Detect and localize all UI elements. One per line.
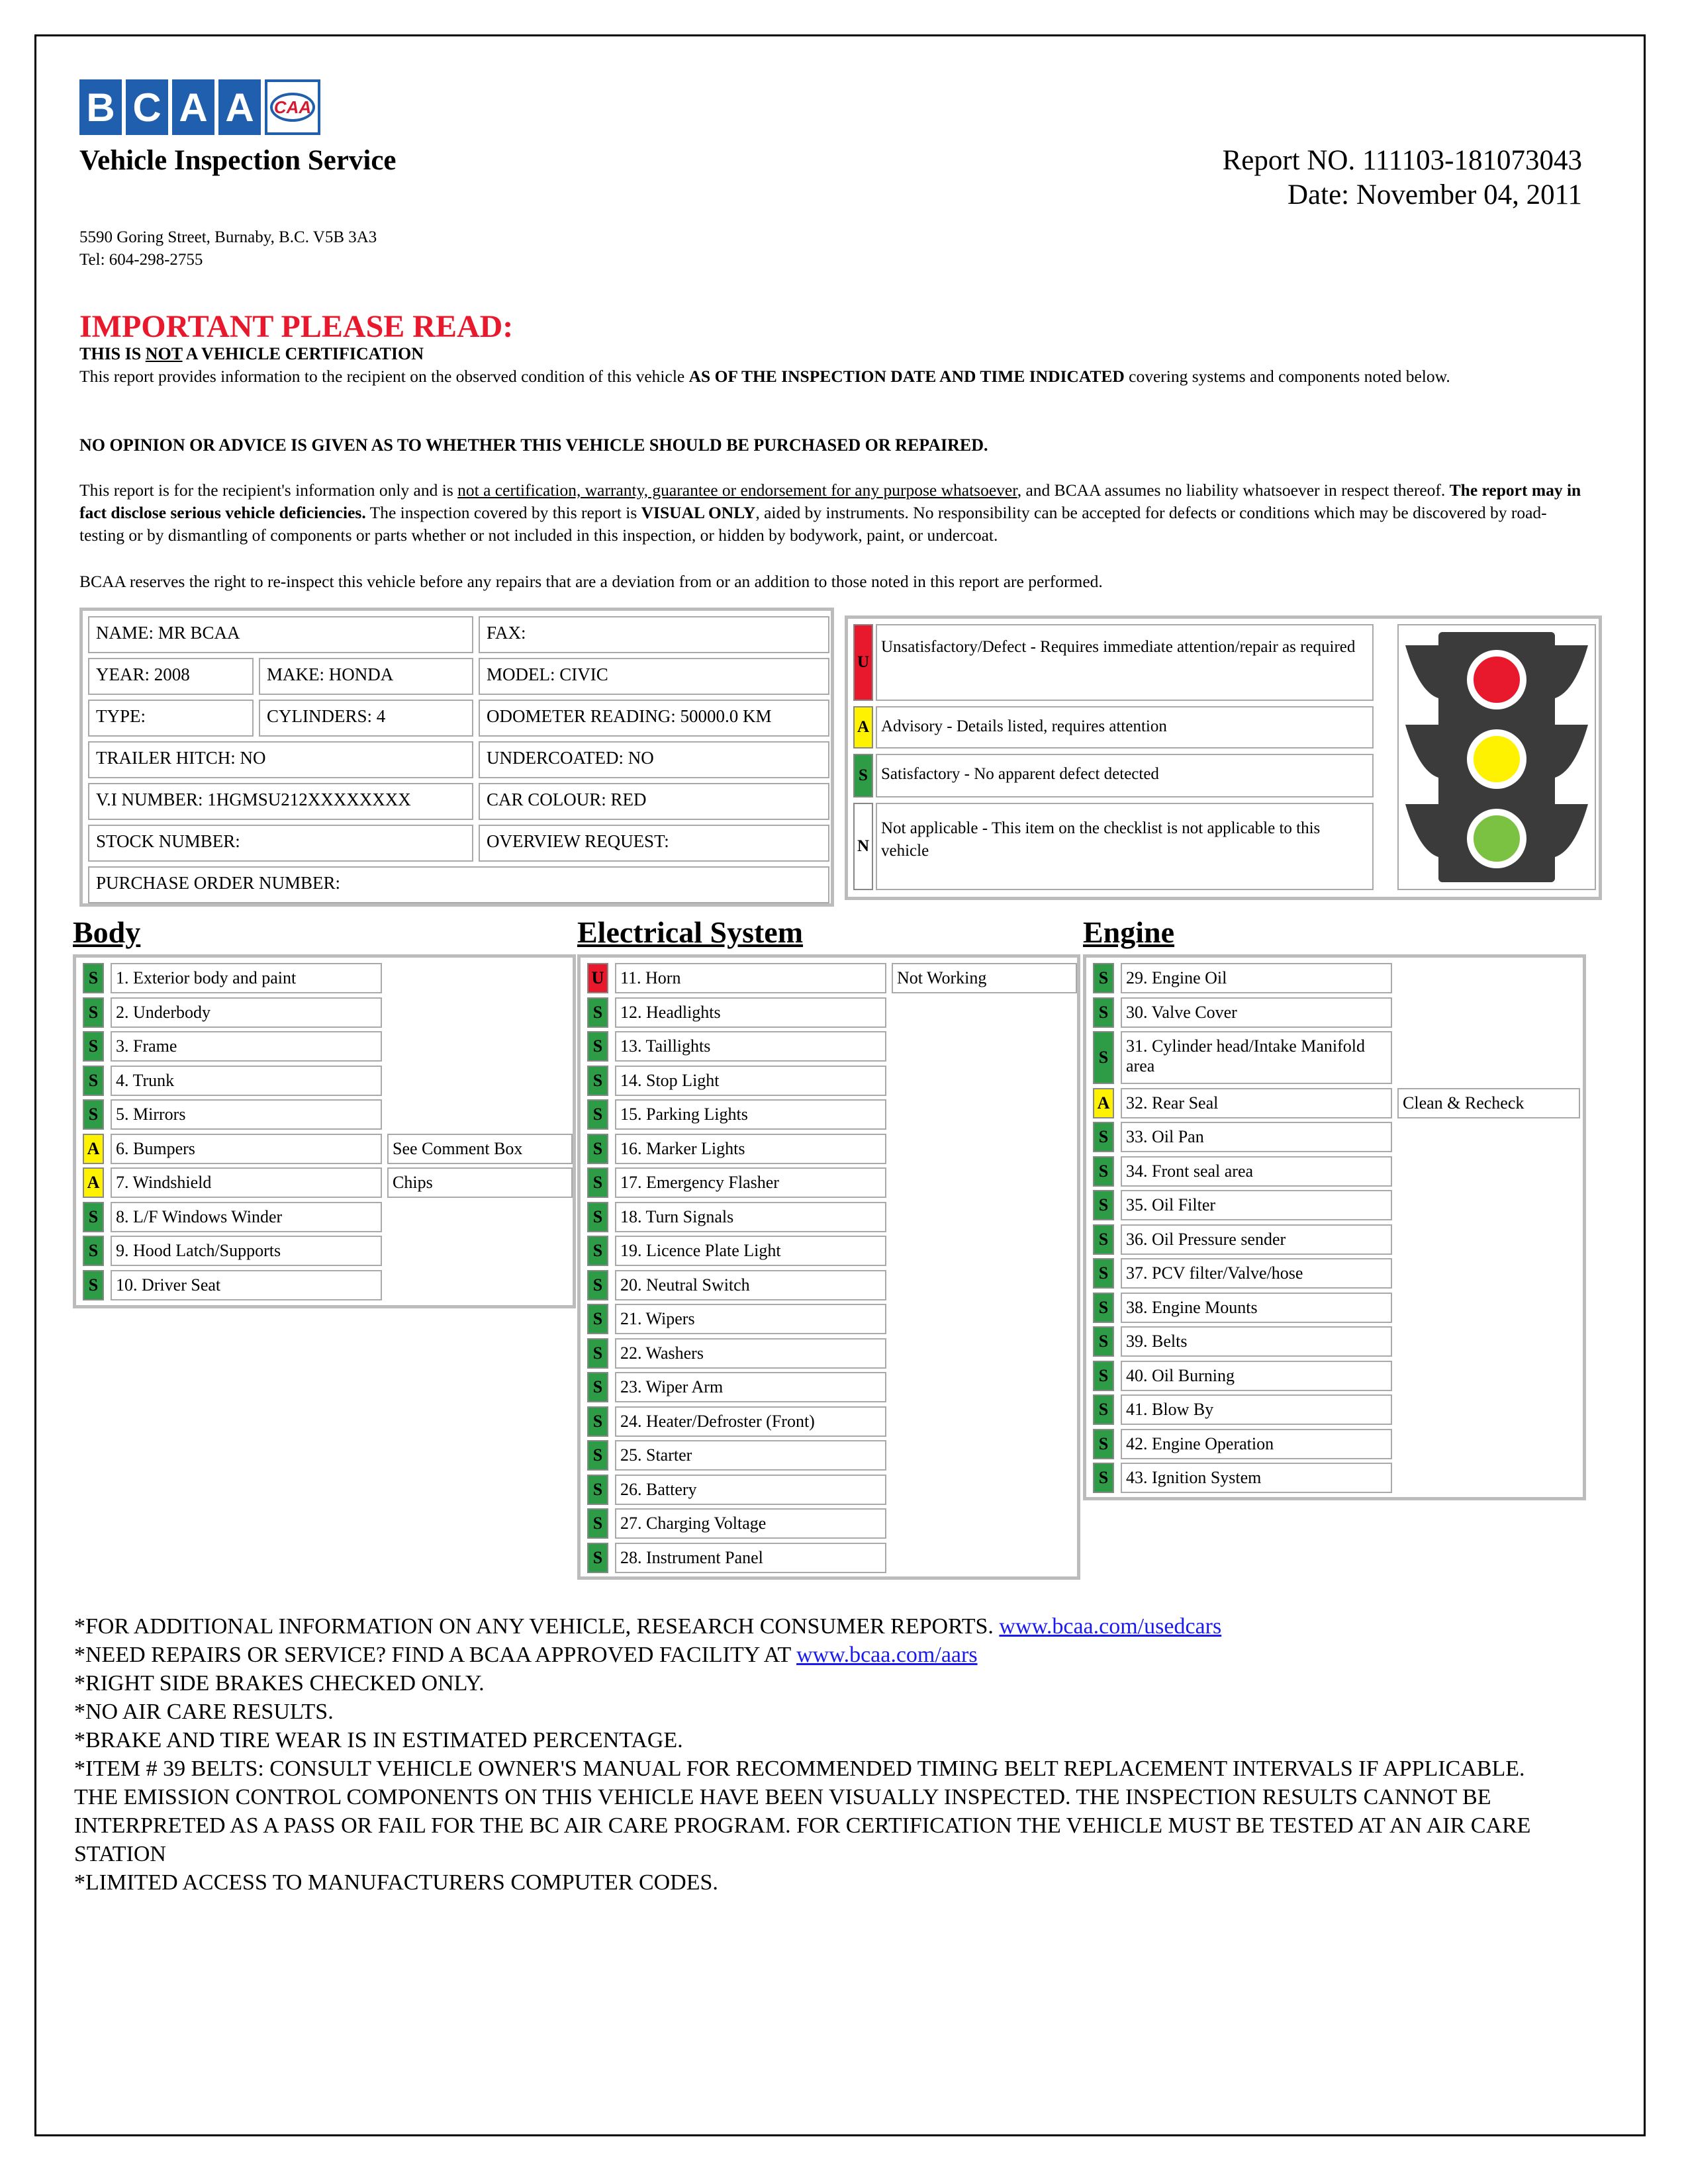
not-cert-not: NOT <box>145 344 183 363</box>
status-badge: S <box>1093 1258 1114 1289</box>
note-consumer-reports <box>74 1612 1597 1641</box>
status-badge: S <box>83 1236 104 1266</box>
note-computer-codes: *LIMITED ACCESS TO MANUFACTURERS COMPUTER CODES. <box>74 1870 718 1895</box>
status-badge: S <box>587 1338 608 1369</box>
traffic-light-icon <box>1399 625 1595 889</box>
checklist-row <box>587 1304 1070 1334</box>
checklist-item-label: 26. Battery <box>615 1475 886 1505</box>
usedcars-link[interactable]: www.bcaa.com/usedcars <box>999 1614 1222 1639</box>
checklist-item-label: 39. Belts <box>1121 1326 1392 1357</box>
status-badge: S <box>587 1236 608 1266</box>
checklist-item-label: 32. Rear Seal <box>1121 1088 1392 1118</box>
checklist-item-label: 20. Neutral Switch <box>615 1270 886 1300</box>
checklist-row <box>1093 1122 1576 1152</box>
status-badge: S <box>1093 1224 1114 1255</box>
checklist-item-label: 5. Mirrors <box>111 1099 382 1130</box>
checklist-row <box>1093 1156 1576 1187</box>
checklist-item-label: 29. Engine Oil <box>1121 963 1392 993</box>
checklist-item-label: 9. Hood Latch/Supports <box>111 1236 382 1266</box>
status-badge: S <box>587 1167 608 1198</box>
checklist-item-label: 17. Emergency Flasher <box>615 1167 886 1198</box>
status-badge: S <box>1093 1361 1114 1391</box>
not-certification <box>79 344 424 364</box>
service-title: Vehicle Inspection Service <box>79 145 397 176</box>
checklist-row <box>1093 1463 1576 1493</box>
checklist-item-label: 14. Stop Light <box>615 1066 886 1096</box>
checklist-row <box>1093 963 1576 993</box>
p1-bold: AS OF THE INSPECTION DATE AND TIME INDICATED <box>688 367 1125 386</box>
checklist-row <box>83 1202 566 1232</box>
footer-notes <box>74 1612 1597 1897</box>
checklist-item-label: 23. Wiper Arm <box>615 1372 886 1402</box>
traffic-light-panel <box>1397 624 1596 890</box>
checklist-row <box>587 1475 1070 1505</box>
legend-text-s: Satisfactory - No apparent defect detected <box>876 754 1374 797</box>
status-badge: S <box>1093 1122 1114 1152</box>
status-badge: S <box>1093 1156 1114 1187</box>
p3-text-2: , and BCAA assumes no liability whatsoever in respect thereof. <box>1017 480 1450 500</box>
checklist-item-label: 4. Trunk <box>111 1066 382 1096</box>
checklist-item-label: 19. Licence Plate Light <box>615 1236 886 1266</box>
note-repairs <box>74 1641 1597 1669</box>
note-text: *NEED REPAIRS OR SERVICE? FIND A BCAA APPROVED FACILITY AT <box>74 1643 797 1667</box>
checklist-row <box>83 1270 566 1300</box>
checklist-row <box>1093 1394 1576 1425</box>
p1-text-end: covering systems and components noted below. <box>1124 367 1450 386</box>
checklist-row <box>1093 1326 1576 1357</box>
checklist-item-label: 43. Ignition System <box>1121 1463 1392 1493</box>
not-cert-pre: THIS IS <box>79 344 146 363</box>
checklist-row <box>587 1236 1070 1266</box>
checklist-row <box>587 1031 1070 1062</box>
checklist-item-label: 11. Horn <box>615 963 886 993</box>
notice-paragraph-3 <box>79 479 1582 547</box>
checklist-row <box>587 1406 1070 1437</box>
stock-number-cell: STOCK NUMBER: <box>88 825 473 862</box>
p3-bold: The report may in fact disclose serious vehicle deficiencies. <box>79 480 1581 522</box>
checklist-row <box>1093 1031 1576 1084</box>
checklist-row <box>1093 1258 1576 1289</box>
checklist-row <box>1093 1361 1576 1391</box>
legend-text-u: Unsatisfactory/Defect - Requires immediate attention/repair as required <box>876 624 1374 701</box>
checklist-row <box>1093 1190 1576 1220</box>
name-cell: NAME: MR BCAA <box>88 616 473 653</box>
status-badge: S <box>83 963 104 993</box>
make-cell: MAKE: HONDA <box>259 658 473 695</box>
checklist-item-label: 13. Taillights <box>615 1031 886 1062</box>
p3-underlined: not a certification, warranty, guarantee or endorsement for any purpose whatsoever <box>457 480 1017 500</box>
checklist-row <box>1093 1429 1576 1459</box>
checklist-item-label: 27. Charging Voltage <box>615 1508 886 1539</box>
status-badge: S <box>587 1066 608 1096</box>
checklist-row <box>587 963 1070 993</box>
status-badge: S <box>587 1270 608 1300</box>
odometer-cell: ODOMETER READING: 50000.0 KM <box>479 700 829 737</box>
status-badge: S <box>1093 1326 1114 1357</box>
status-badge: S <box>587 1508 608 1539</box>
status-badge: S <box>587 1372 608 1402</box>
status-badge: S <box>83 997 104 1028</box>
checklist-row <box>587 1543 1070 1573</box>
checklist-row <box>587 1134 1070 1164</box>
status-badge: A <box>83 1134 104 1164</box>
checklist-item-label: 6. Bumpers <box>111 1134 382 1164</box>
important-title: IMPORTANT PLEASE READ: <box>79 309 514 344</box>
status-badge: S <box>1093 997 1114 1028</box>
status-badge: S <box>83 1202 104 1232</box>
legend-text-a: Advisory - Details listed, requires attention <box>876 706 1374 749</box>
checklist-row <box>587 1202 1070 1232</box>
year-cell: YEAR: 2008 <box>88 658 254 695</box>
checklist-row <box>587 1066 1070 1096</box>
checklist-item-label: 34. Front seal area <box>1121 1156 1392 1187</box>
checklist-item-label: 15. Parking Lights <box>615 1099 886 1130</box>
section-title-electrical: Electrical System <box>577 915 804 949</box>
checklist-row <box>1093 1224 1576 1255</box>
checklist-item-label: 24. Heater/Defroster (Front) <box>615 1406 886 1437</box>
yellow-light <box>1470 733 1523 786</box>
checklist-row <box>587 1270 1070 1300</box>
checklist-item-label: 21. Wipers <box>615 1304 886 1334</box>
checklist-item-comment: Chips <box>387 1167 573 1198</box>
note-air-care: *NO AIR CARE RESULTS. <box>74 1700 334 1724</box>
checklist-row <box>83 997 566 1028</box>
checklist-item-comment: See Comment Box <box>387 1134 573 1164</box>
section-title-engine: Engine <box>1083 915 1175 949</box>
caa-oval: CAA <box>270 93 315 122</box>
checklist-item-label: 16. Marker Lights <box>615 1134 886 1164</box>
status-badge: S <box>83 1099 104 1130</box>
undercoated-cell: UNDERCOATED: NO <box>479 741 829 778</box>
address-block <box>79 226 377 271</box>
not-cert-post: A VEHICLE CERTIFICATION <box>182 344 424 363</box>
checklist-row <box>83 1031 566 1062</box>
checklist-item-label: 8. L/F Windows Winder <box>111 1202 382 1232</box>
report-date: Date: November 04, 2011 <box>1287 179 1582 210</box>
logo-letter: A <box>218 79 261 135</box>
checklist-row <box>83 1099 566 1130</box>
legend-badge-s: S <box>853 754 873 797</box>
electrical-checklist <box>577 954 1080 1580</box>
status-badge: S <box>83 1031 104 1062</box>
report-number: Report NO. 111103-181073043 <box>1222 145 1582 176</box>
checklist-item-label: 31. Cylinder head/Intake Manifold area <box>1121 1031 1392 1084</box>
p3-text-3: The inspection covered by this report is <box>365 503 641 522</box>
status-badge: S <box>587 1031 608 1062</box>
legend-text-n: Not applicable - This item on the checklist is not applicable to this vehicle <box>876 803 1374 890</box>
fax-cell: FAX: <box>479 616 829 653</box>
engine-checklist <box>1083 954 1586 1500</box>
body-checklist <box>73 954 576 1308</box>
checklist-row <box>83 1134 566 1164</box>
checklist-row <box>587 1338 1070 1369</box>
vin-cell: V.I NUMBER: 1HGMSU212XXXXXXXX <box>88 783 473 820</box>
checklist-row <box>1093 1088 1576 1118</box>
section-title-body: Body <box>73 915 141 949</box>
status-badge: S <box>587 1134 608 1164</box>
status-badge: S <box>587 1440 608 1471</box>
cylinders-cell: CYLINDERS: 4 <box>259 700 473 737</box>
note-wear: *BRAKE AND TIRE WEAR IS IN ESTIMATED PERCENTAGE. <box>74 1728 683 1752</box>
checklist-item-label: 40. Oil Burning <box>1121 1361 1392 1391</box>
status-badge: S <box>83 1066 104 1096</box>
checklist-item-label: 33. Oil Pan <box>1121 1122 1392 1152</box>
checklist-item-label: 12. Headlights <box>615 997 886 1028</box>
status-badge: S <box>1093 1429 1114 1459</box>
status-badge: S <box>1093 1031 1114 1084</box>
type-cell: TYPE: <box>88 700 254 737</box>
status-badge: S <box>1093 1190 1114 1220</box>
status-badge: S <box>1093 963 1114 993</box>
overview-request-cell: OVERVIEW REQUEST: <box>479 825 829 862</box>
checklist-row <box>587 1099 1070 1130</box>
telephone: Tel: 604-298-2755 <box>79 251 203 269</box>
status-badge: S <box>587 1475 608 1505</box>
checklist-row <box>83 1236 566 1266</box>
checklist-row <box>587 1508 1070 1539</box>
notice-paragraph-4: BCAA reserves the right to re-inspect this vehicle before any repairs that are a deviation from or an addition to those noted in this report are performed. <box>79 572 1103 591</box>
status-badge: A <box>1093 1088 1114 1118</box>
checklist-item-label: 2. Underbody <box>111 997 382 1028</box>
logo-letter: B <box>79 79 122 135</box>
bcaa-logo <box>79 79 320 135</box>
checklist-row <box>83 1066 566 1096</box>
status-badge: S <box>587 1543 608 1573</box>
address: 5590 Goring Street, Burnaby, B.C. V5B 3A3 <box>79 228 377 246</box>
checklist-item-label: 25. Starter <box>615 1440 886 1471</box>
logo-letter: C <box>126 79 168 135</box>
p1-text: This report provides information to the recipient on the observed condition of this vehicle <box>79 367 689 386</box>
p3-text-4: , aided by instruments. No responsibility can be accepted for defects or conditions which may be discovered by road-testing or by dismantling of components or parts whether or not included in this inspection, or hidden by bodywork, paint, or undercoat. <box>79 503 1547 545</box>
checklist-item-comment: Clean & Recheck <box>1397 1088 1580 1118</box>
checklist-item-label: 7. Windshield <box>111 1167 382 1198</box>
caa-badge <box>265 79 320 135</box>
status-badge: S <box>587 1304 608 1334</box>
checklist-row <box>1093 1293 1576 1323</box>
p3-text: This report is for the recipient's information only and is <box>79 480 458 500</box>
checklist-item-label: 18. Turn Signals <box>615 1202 886 1232</box>
logo-letter: A <box>172 79 214 135</box>
green-light <box>1470 812 1523 865</box>
checklist-item-label: 38. Engine Mounts <box>1121 1293 1392 1323</box>
checklist-item-label: 37. PCV filter/Valve/hose <box>1121 1258 1392 1289</box>
checklist-item-label: 42. Engine Operation <box>1121 1429 1392 1459</box>
status-badge: S <box>1093 1463 1114 1493</box>
status-badge: A <box>83 1167 104 1198</box>
red-light <box>1470 653 1523 706</box>
legend-badge-u: U <box>853 624 873 701</box>
notice-paragraph-1 <box>79 365 1582 388</box>
checklist-item-label: 10. Driver Seat <box>111 1270 382 1300</box>
checklist-item-label: 35. Oil Filter <box>1121 1190 1392 1220</box>
status-badge: U <box>587 963 608 993</box>
vehicle-info-table <box>79 608 834 907</box>
checklist-row <box>83 963 566 993</box>
notice-paragraph-2: NO OPINION OR ADVICE IS GIVEN AS TO WHETHER THIS VEHICLE SHOULD BE PURCHASED OR REPAIRED. <box>79 435 988 455</box>
status-badge: S <box>1093 1394 1114 1425</box>
checklist-row <box>587 1167 1070 1198</box>
note-text: *FOR ADDITIONAL INFORMATION ON ANY VEHICLE, RESEARCH CONSUMER REPORTS. <box>74 1614 1000 1639</box>
note-belts: *ITEM # 39 BELTS: CONSULT VEHICLE OWNER'S MANUAL FOR RECOMMENDED TIMING BELT REPLACEMENT INTERVALS IF APPLICABLE. <box>74 1756 1525 1781</box>
note-brakes: *RIGHT SIDE BRAKES CHECKED ONLY. <box>74 1671 485 1696</box>
model-cell: MODEL: CIVIC <box>479 658 829 695</box>
checklist-row <box>587 997 1070 1028</box>
status-badge: S <box>83 1270 104 1300</box>
checklist-item-label: 30. Valve Cover <box>1121 997 1392 1028</box>
status-legend <box>845 615 1602 900</box>
checklist-item-label: 28. Instrument Panel <box>615 1543 886 1573</box>
status-badge: S <box>587 1406 608 1437</box>
checklist-item-label: 36. Oil Pressure sender <box>1121 1224 1392 1255</box>
note-emission: THE EMISSION CONTROL COMPONENTS ON THIS VEHICLE HAVE BEEN VISUALLY INSPECTED. THE INSPECTION RESULTS CANNOT BE INTERPRETED AS A PASS OR FAIL FOR THE BC AIR CARE PROGRAM. FOR CERTIFICATION THE VEHICLE MUST BE TESTED AT AN AIR CARE STATION <box>74 1785 1531 1866</box>
checklist-item-label: 1. Exterior body and paint <box>111 963 382 993</box>
status-badge: S <box>1093 1293 1114 1323</box>
purchase-order-cell: PURCHASE ORDER NUMBER: <box>88 866 829 903</box>
checklist-row <box>1093 997 1576 1028</box>
checklist-item-label: 22. Washers <box>615 1338 886 1369</box>
status-badge: S <box>587 1202 608 1232</box>
legend-badge-n: N <box>853 803 873 890</box>
checklist-item-label: 41. Blow By <box>1121 1394 1392 1425</box>
checklist-row <box>83 1167 566 1198</box>
trailer-hitch-cell: TRAILER HITCH: NO <box>88 741 473 778</box>
legend-badge-a: A <box>853 706 873 749</box>
p3-visual-only: VISUAL ONLY <box>641 503 756 522</box>
checklist-row <box>587 1372 1070 1402</box>
checklist-row <box>587 1440 1070 1471</box>
aars-link[interactable]: www.bcaa.com/aars <box>796 1643 978 1667</box>
status-badge: S <box>587 997 608 1028</box>
status-badge: S <box>587 1099 608 1130</box>
checklist-item-label: 3. Frame <box>111 1031 382 1062</box>
checklist-item-comment: Not Working <box>892 963 1077 993</box>
colour-cell: CAR COLOUR: RED <box>479 783 829 820</box>
